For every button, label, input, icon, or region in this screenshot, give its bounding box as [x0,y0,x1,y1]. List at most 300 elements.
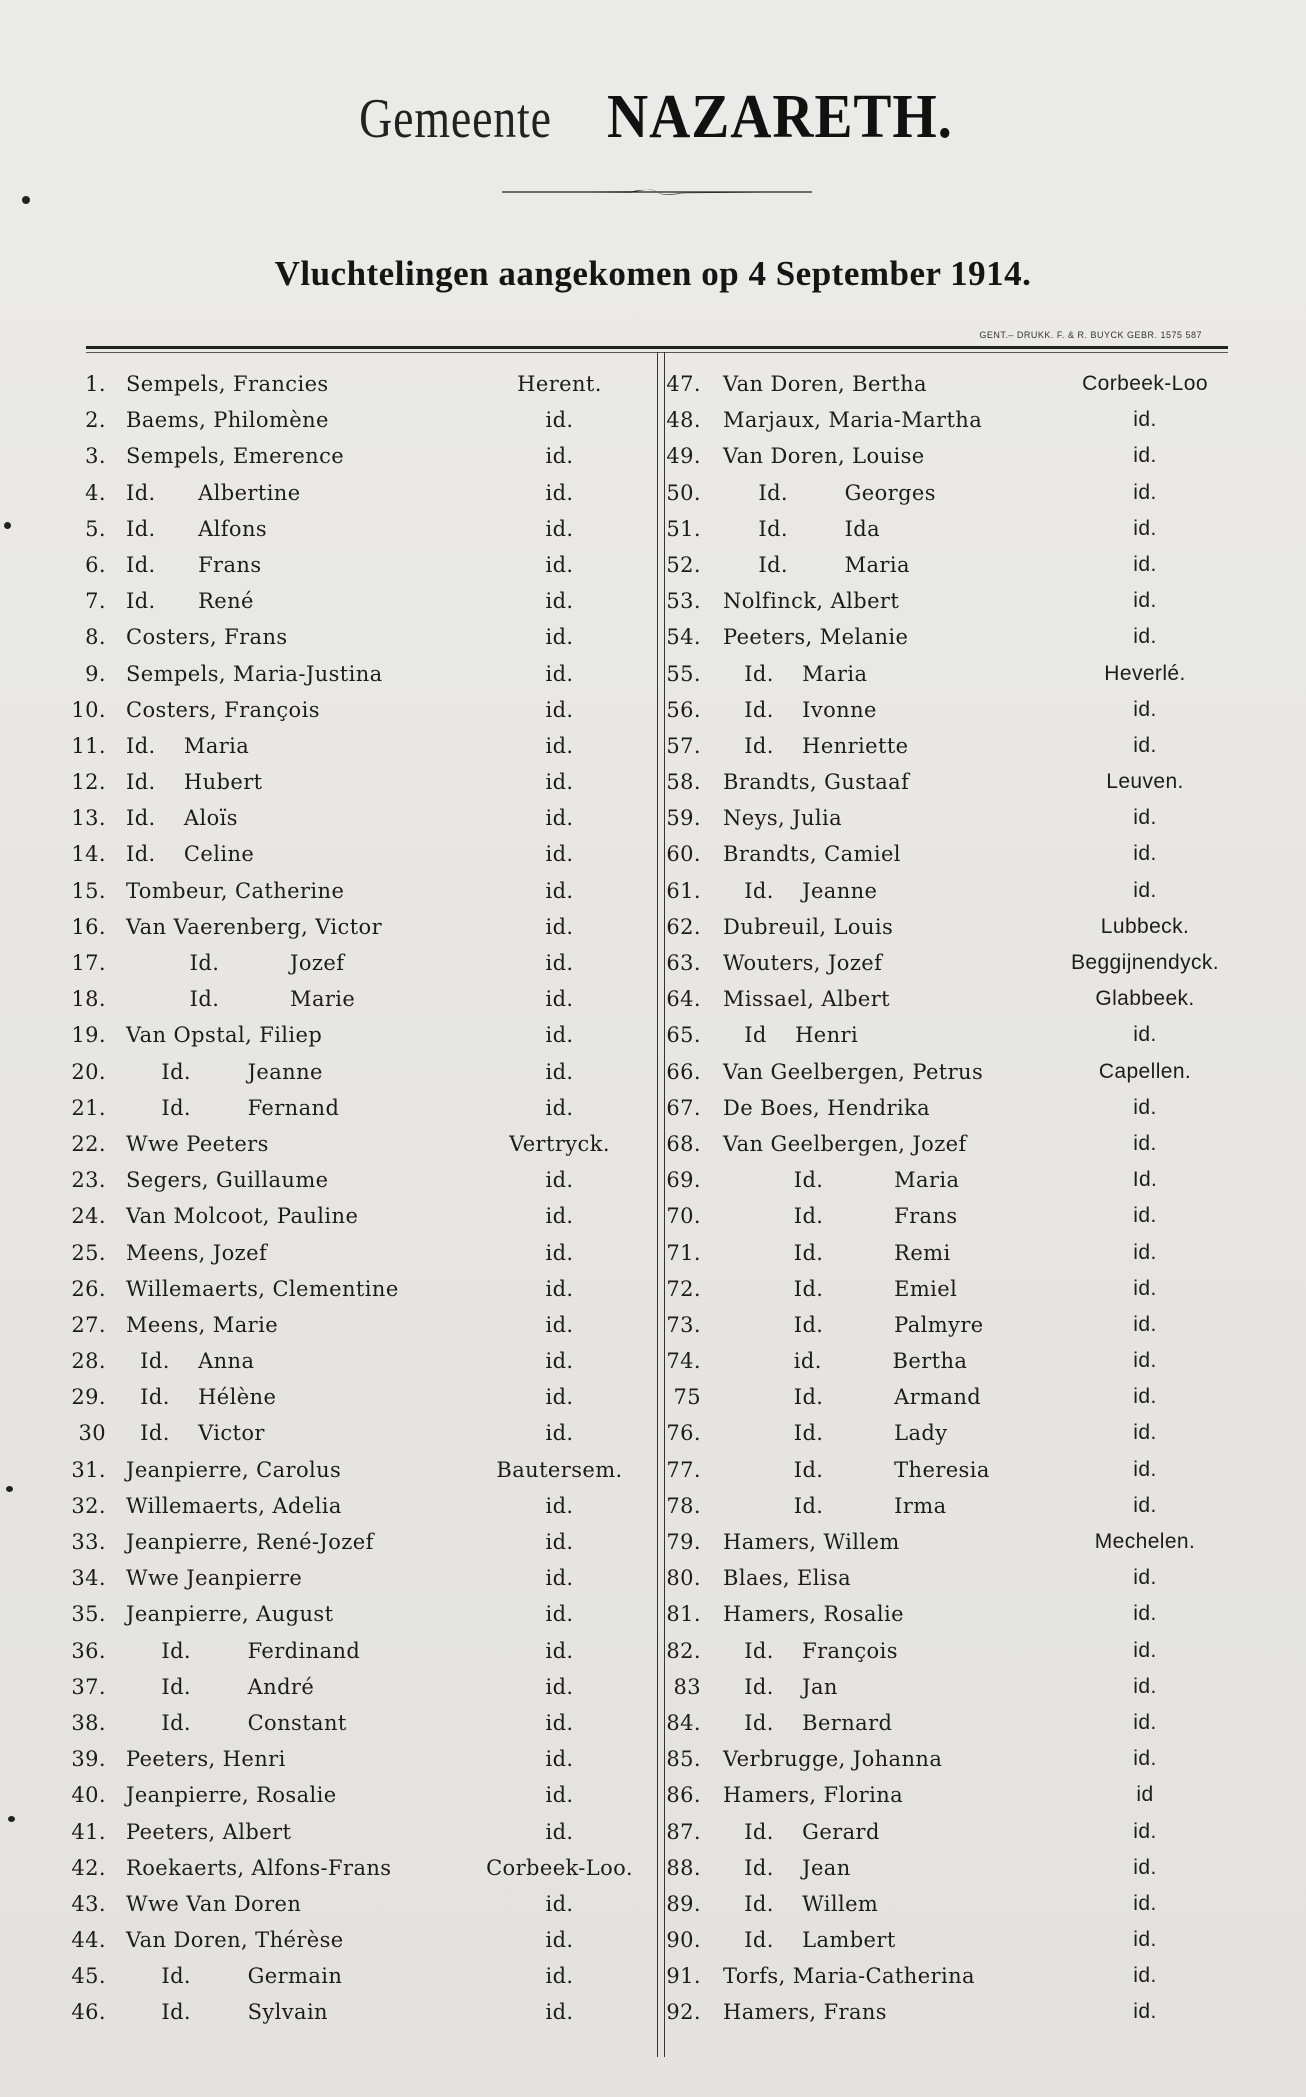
entry-number: 19. [71,1023,106,1048]
origin-place: id. [545,1421,574,1446]
origin-place: Leuven. [1106,770,1184,794]
entry-number: 69. [666,1168,701,1193]
list-item [665,1348,1245,1384]
entry-number: 72. [666,1276,701,1301]
list-item [665,1710,1245,1746]
list-item [665,1384,1245,1420]
refugee-name: Dubreuil, Louis [723,914,894,939]
list-item [665,443,1245,479]
refugee-name: Wwe Peeters [126,1131,269,1156]
refugee-name: Jeanpierre, Carolus [126,1457,342,1482]
list-item [70,1963,650,1999]
entry-number: 3. [85,444,106,469]
list-item [665,552,1245,588]
entry-number: 52. [666,552,701,577]
entry-number: 83 [673,1674,701,1699]
origin-place: id. [545,444,574,469]
refugee-name: Roekaerts, Alfons-Frans [126,1855,392,1880]
title-main: NAZARETH. [607,83,953,151]
origin-place: id. [1133,2000,1157,2024]
origin-place: Glabbeek. [1095,987,1195,1011]
list-item [665,1131,1245,1167]
list-item [70,552,650,588]
origin-place: id. [1133,1276,1157,1300]
refugee-name: Id. Theresia [723,1457,990,1482]
origin-place: id. [1133,1891,1157,1915]
origin-place: id. [545,1530,574,1554]
origin-place: id. [545,842,574,867]
origin-place: Bautersem. [496,1457,623,1482]
entry-number: 65. [666,1023,701,1048]
refugee-name: Id. Maria [723,1168,960,1193]
origin-place: Beggijnendyck. [1070,951,1220,974]
entry-number: 21. [71,1095,106,1120]
entry-number: 28. [71,1349,106,1374]
refugee-name: Neys, Julia [723,806,843,831]
list-item [70,1167,650,1203]
entry-number: 90. [666,1928,701,1953]
refugee-name: Id. Constant [126,1710,347,1735]
refugee-list-right [665,371,1245,2036]
refugee-name: Willemaerts, Clementine [126,1276,399,1301]
refugee-name: Van Geelbergen, Jozef [723,1131,967,1156]
entry-number: 91. [666,1964,701,1989]
page-title [0,82,1306,153]
list-item [70,1022,650,1058]
origin-place: id. [1133,1095,1157,1119]
list-item [70,1131,650,1167]
entry-number: 16. [71,914,106,939]
refugee-name: Id. Remi [723,1240,951,1265]
list-item [70,1710,650,1746]
entry-number: 57. [666,733,701,758]
list-item [665,769,1245,805]
entry-number: 1. [85,372,106,396]
refugee-name: Verbrugge, Johanna [723,1747,943,1772]
entry-number: 4. [85,480,106,505]
entry-number: 41. [71,1819,106,1844]
entry-number: 46. [71,2000,106,2025]
origin-place: id. [1133,1710,1157,1734]
origin-place: id. [545,1602,574,1627]
list-item [665,1782,1245,1818]
list-item [70,407,650,443]
punch-hole-mark [4,522,11,529]
refugee-name: Sempels, Maria-Justina [126,661,383,686]
entry-number: 55. [666,661,701,686]
list-item [665,805,1245,841]
origin-place: Mechelen. [1094,1530,1196,1553]
origin-place: Heverlé. [1104,661,1186,685]
origin-place: Corbeek-Loo. [486,1855,633,1880]
list-item [665,950,1245,986]
refugee-name: Id. Maria [126,733,250,758]
entry-number: 59. [666,806,701,831]
punch-hole-mark [6,1486,13,1492]
refugee-name: Id. Georges [723,480,936,505]
origin-place: id. [1133,1493,1157,1517]
refugee-name: Id. Victor [126,1421,265,1446]
refugee-name: Willemaerts, Adelia [126,1493,342,1518]
refugee-name: Id. Anna [126,1349,255,1374]
refugee-name: Peeters, Henri [126,1747,286,1772]
refugee-list-left [70,371,650,2036]
refugee-name: Id. André [126,1674,315,1699]
list-item [665,1420,1245,1456]
list-item [665,697,1245,733]
list-item [665,1999,1245,2035]
origin-place: Herent. [517,372,602,396]
origin-place: id. [545,806,574,831]
list-item [70,914,650,950]
refugee-name: Peeters, Albert [126,1819,292,1844]
list-item [70,480,650,516]
origin-place: id. [1133,878,1157,902]
origin-place: id. [1133,480,1157,504]
refugee-name: Id. Hubert [126,770,263,795]
entry-number: 84. [666,1710,701,1735]
origin-place: Id. [1132,1168,1158,1192]
entry-number: 54. [666,625,701,650]
entry-number: 73. [666,1312,701,1337]
origin-place: id. [545,1349,574,1374]
list-item [665,1601,1245,1637]
entry-number: 58. [666,770,701,795]
list-item [70,878,650,914]
entry-number: 15. [71,878,106,903]
refugee-name: Id. René [126,589,254,614]
origin-place: id. [545,1819,574,1844]
refugee-name: Id. Hélène [126,1385,277,1410]
list-item [665,480,1245,516]
list-item [665,1565,1245,1601]
origin-place: id. [545,1638,574,1663]
entry-number: 61. [666,878,701,903]
refugee-name: Id. Jean [723,1855,851,1880]
list-item [70,1493,650,1529]
origin-place: id. [1133,1674,1157,1698]
refugee-name: Jeanpierre, Rosalie [126,1783,337,1808]
refugee-name: id. Bertha [723,1349,968,1374]
list-item [70,1819,650,1855]
refugee-name: Id. Ferdinand [126,1638,361,1663]
refugee-name: Id. François [723,1638,898,1663]
entry-number: 70. [666,1204,701,1229]
list-item [665,1891,1245,1927]
list-item [70,950,650,986]
refugee-name: Id. Jeanne [126,1059,323,1084]
origin-place: id. [1133,1023,1157,1047]
subtitle: Vluchtelingen aangekomen op 4 September 1914. [274,254,1032,293]
list-item [665,1167,1245,1203]
entry-number: 37. [71,1674,106,1699]
origin-place: id. [545,1240,574,1265]
entry-number: 80. [666,1566,701,1591]
list-item [70,1674,650,1710]
list-item [665,1963,1245,1999]
list-item [70,371,650,407]
refugee-name: Hamers, Florina [723,1783,904,1808]
list-item [70,1529,650,1565]
list-item [70,1240,650,1276]
entry-number: 38. [71,1710,106,1735]
entry-number: 31. [71,1457,106,1482]
origin-place: id. [545,589,574,614]
entry-number: 25. [71,1240,106,1265]
refugee-name: Id. Jozef [126,951,345,975]
origin-place: id. [1133,1240,1157,1264]
list-item [70,1999,650,2035]
list-item [70,1746,650,1782]
origin-place: id. [545,878,574,903]
list-item [70,1312,650,1348]
refugee-name: Id. Willem [723,1891,879,1916]
origin-place: id. [545,2000,574,2025]
refugee-name: Van Geelbergen, Petrus [723,1059,984,1084]
refugee-name: Costers, François [126,697,320,722]
list-item [665,733,1245,769]
entry-number: 14. [71,842,106,867]
list-item [665,1022,1245,1058]
entry-number: 76. [666,1421,701,1446]
refugee-name: Wouters, Jozef [723,951,883,975]
entry-number: 63. [666,951,701,975]
entry-number: 79. [666,1530,701,1554]
refugee-name: Id. Emiel [723,1276,958,1301]
list-item [70,805,650,841]
list-item [70,1891,650,1927]
entry-number: 50. [666,480,701,505]
origin-place: id [1136,1783,1154,1807]
origin-place: id. [1133,1421,1157,1445]
list-item [665,407,1245,443]
refugee-name: Id. Palmyre [723,1312,984,1337]
punch-hole-mark [8,1816,15,1822]
list-item [70,1565,650,1601]
origin-place: id. [1133,1819,1157,1843]
entry-number: 29. [71,1385,106,1410]
origin-place: id. [1133,1602,1157,1626]
origin-place: id. [545,1747,574,1772]
refugee-name: Id. Sylvain [126,2000,328,2025]
origin-place: id. [1133,516,1157,540]
list-item [665,1529,1245,1565]
origin-place: id. [1133,1638,1157,1662]
list-item [665,1095,1245,1131]
punch-hole-mark [22,196,30,204]
origin-place: id. [545,1674,574,1699]
column-divider [657,352,665,2057]
entry-number: 47. [666,372,701,396]
refugee-name: Id. Aloïs [126,806,238,831]
origin-place: id. [545,1276,574,1301]
entry-number: 49. [666,444,701,469]
list-item [665,1276,1245,1312]
refugee-name: Meens, Jozef [126,1240,268,1265]
entry-number: 23. [71,1168,106,1193]
origin-place: id. [545,1385,574,1410]
list-item [665,1493,1245,1529]
entry-number: 20. [71,1059,106,1084]
list-item [70,697,650,733]
entry-number: 51. [666,516,701,541]
entry-number: 34. [71,1566,106,1591]
refugee-name: Wwe Van Doren [126,1891,302,1916]
list-item [70,841,650,877]
entry-number: 87. [666,1819,701,1844]
origin-place: id. [1133,1928,1157,1952]
list-item [70,769,650,805]
list-item [665,516,1245,552]
origin-place: id. [545,914,574,939]
list-item [70,1855,650,1891]
entry-number: 75 [673,1385,701,1410]
refugee-name: Id. Albertine [126,480,301,505]
origin-place: id. [545,1095,574,1120]
entry-number: 74. [666,1349,701,1374]
refugee-name: Van Opstal, Filiep [126,1023,323,1048]
refugee-name: Segers, Guillaume [126,1168,329,1193]
list-item [665,1638,1245,1674]
entry-number: 10. [71,697,106,722]
entry-number: 26. [71,1276,106,1301]
entry-number: 44. [71,1928,106,1953]
origin-place: id. [1133,733,1157,757]
origin-place: id. [545,987,574,1012]
refugee-name: Van Doren, Louise [723,444,925,469]
list-item [665,878,1245,914]
entry-number: 56. [666,697,701,722]
entry-number: 35. [71,1602,106,1627]
entry-number: 45. [71,1964,106,1989]
refugee-name: Van Molcoot, Pauline [126,1204,359,1229]
list-item [665,371,1245,407]
refugee-name: Id. Gerard [723,1819,880,1844]
origin-place: id. [545,1566,574,1591]
refugee-name: De Boes, Hendrika [723,1095,931,1120]
list-item [70,443,650,479]
origin-place: id. [545,1783,574,1808]
entry-number: 39. [71,1747,106,1772]
refugee-name: Id. Germain [126,1964,343,1989]
refugee-name: Van Doren, Bertha [723,372,927,396]
entry-number: 71. [666,1240,701,1265]
refugee-name: Id. Armand [723,1385,982,1410]
refugee-name: Brandts, Gustaaf [723,770,910,795]
origin-place: id. [545,951,574,975]
list-item [70,1059,650,1095]
origin-place: Vertryck. [509,1131,610,1156]
refugee-name: Costers, Frans [126,625,288,650]
list-item [665,1855,1245,1891]
origin-place: id. [545,516,574,541]
entry-number: 67. [666,1095,701,1120]
refugee-name: Id. Alfons [126,516,268,541]
title-prefix: Gemeente [359,88,552,150]
printer-imprint: GENT.– DRUKK. F. & R. BUYCK GEBR. 1575 587 [979,330,1202,340]
refugee-name: Jeanpierre, René-Jozef [126,1530,374,1554]
entry-number: 30 [78,1421,106,1446]
refugee-name: Id. Ivonne [723,697,877,722]
entry-number: 8. [85,625,106,650]
entry-number: 32. [71,1493,106,1518]
origin-place: id. [1133,1385,1157,1409]
entry-number: 27. [71,1312,106,1337]
list-item [70,588,650,624]
list-item [70,624,650,660]
refugee-name: Torfs, Maria-Catherina [723,1964,975,1989]
refugee-name: Id Henri [723,1023,859,1048]
entry-number: 40. [71,1783,106,1808]
origin-place: id. [545,408,574,433]
refugee-name: Meens, Marie [126,1312,279,1337]
refugee-name: Id. Irma [723,1493,947,1518]
refugee-name: Peeters, Melanie [723,625,909,650]
origin-place: id. [545,697,574,722]
refugee-name: Id. Fernand [126,1095,340,1120]
refugee-name: Id. Henriette [723,733,909,758]
refugee-name: Id. Ida [723,516,881,541]
list-item [70,1601,650,1637]
list-item [665,1746,1245,1782]
origin-place: id. [545,1964,574,1989]
entry-number: 85. [666,1747,701,1772]
entry-number: 78. [666,1493,701,1518]
entry-number: 2. [85,408,106,433]
entry-number: 88. [666,1855,701,1880]
refugee-name: Id. Lambert [723,1928,896,1953]
origin-place: id. [1133,842,1157,866]
refugee-name: Hamers, Frans [723,2000,887,2025]
origin-place: id. [545,1891,574,1916]
list-item [70,986,650,1022]
origin-place: id. [545,661,574,686]
origin-place: id. [1133,1747,1157,1771]
origin-place: id. [1133,552,1157,576]
refugee-name: Missael, Albert [723,987,891,1012]
refugee-name: Wwe Jeanpierre [126,1566,303,1591]
origin-place: id. [1133,444,1157,468]
list-item [665,841,1245,877]
refugee-name: Id. Marie [126,987,356,1012]
refugee-name: Van Doren, Thérèse [126,1928,344,1953]
entry-number: 82. [666,1638,701,1663]
list-item [70,516,650,552]
refugee-name: Id. Celine [126,842,255,867]
entry-number: 18. [71,987,106,1012]
origin-place: id. [1133,625,1157,649]
list-item [70,1384,650,1420]
list-item [665,1240,1245,1276]
entry-number: 43. [71,1891,106,1916]
entry-number: 66. [666,1059,701,1084]
entry-number: 12. [71,770,106,795]
entry-number: 86. [666,1783,701,1808]
origin-place: id. [545,733,574,758]
refugee-name: Sempels, Francies [126,372,329,396]
entry-number: 6. [85,552,106,577]
refugee-name: Baems, Philomène [126,408,329,433]
list-item [70,1457,650,1493]
list-item [70,733,650,769]
list-item [70,1203,650,1239]
origin-place: id. [545,1928,574,1953]
list-item [70,1782,650,1818]
origin-place: id. [1133,408,1157,432]
entry-number: 64. [666,987,701,1012]
list-item [70,1095,650,1131]
refugee-name: Hamers, Rosalie [723,1602,904,1627]
